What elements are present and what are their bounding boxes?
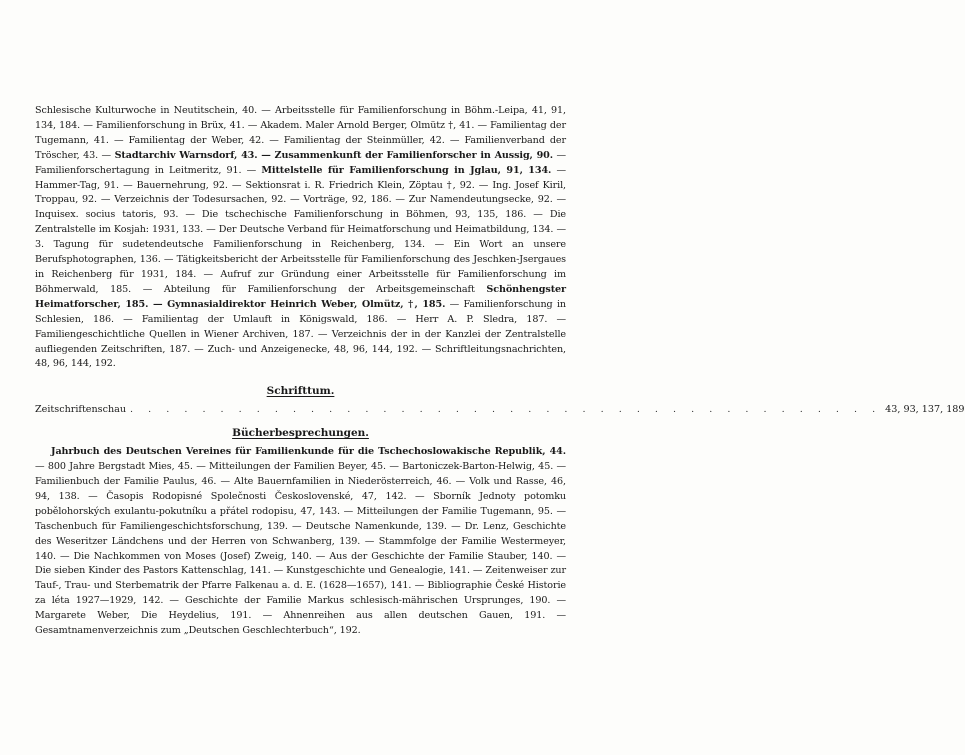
index-entry-segment: — Familienforschertagung in Leitmeritz, 91. — (35, 149, 566, 176)
toc-label: Zeitschriftenschau (35, 404, 127, 416)
page-content (35, 104, 965, 639)
index-entry-segment: — Hammer-Tag, 91. — Bauernehrung, 92. — Sektionsrat i. R. Friedrich Klein, Zöptau †, 92. — Ing. Josef Kiril, Troppau, 92. — Verzeichnis der Todesursachen, 92. — Vorträge, 92, 186. — Zur Namendeutungsecke, 92. — Inquisex. socius tatoris, 93. — Die tschechische Familienforschung in Böhmen, 93, 135, 186. — Die Zentralstelle im Kosjah: 1931, 133. — Der Deutsche Verband für Heimatforschung und Heimatbildung, 134. — 3. Tagung für sudetendeutsche Familienforschung in Reichenberg, 134. — Ein Wort an unsere Berufsphotographen, 136. — Tätigkeitsbericht der Arbeitsstelle für Familienforschung des Jeschken-Jsergaues in Reichenberg für 1931, 184. — Aufruf zur Gründung einer Arbeitsstelle für Familienforschung im Böhmerwald, 185. — Abteilung für Familienforschung der Arbeitsgemeinschaft (35, 164, 566, 295)
index-entry-segment: Schlesische Kulturwoche in Neutitschein, 40. — Arbeitsstelle für Familienforschung in Böhm.-Leipa, 41, 91, 134, 184. — Familienforschung in Brüx, 41. — Akadem. Maler Arnold Berger, Olmütz †, 41. — Familientag der Tugemann, 41. — Familientag der Weber, 42. — Familientag der Steinmüller, 42. — Familienverband der Tröscher, 43. — (35, 105, 566, 161)
index-entry-segment: Jahrbuch des Deutschen Vereines für Familienkunde für die Tschechoslowakische Republik, 44. (51, 446, 566, 458)
toc-leader-dots: . . . . . . . . . . . . . . . . . . . . . . . . . . . . . . . . . . . . . . . . . . (130, 404, 882, 416)
toc-page-numbers: 43, 93, 137, 189 (885, 404, 965, 416)
index-entry-segment: — 800 Jahre Bergstadt Mies, 45. — Mitteilungen der Familien Beyer, 45. — Bartoniczek-Barton-Helwig, 45. — Familienbuch der Familie Paulus, 46. — Alte Bauernfamilien in Niederösterreich, 46. — Volk und Rasse, 46, 94, 138. — Časopis Rodopisné Společnosti Československé, 47, 142. — Sborník Jednoty potomku pobělohorských exulantu-pokutníku a přátel rodopisu, 47, 143. — Mitteilungen der Familie Tugemann, 95. — Taschenbuch für Familiengeschichtsforschung, 139. — Deutsche Namenkunde, 139. — Dr. Lenz, Geschichte des Weseritzer Ländchens und der Herren von Schwanberg, 139. — Stammfolge der Familie Westermeyer, 140. — Die Nachkommen von Moses (Josef) Zweig, 140. — Aus der Geschichte der Familie Stauber, 140. — Die sieben Kinder des Pastors Kattenschlag, 141. — Kunstgeschichte und Genealogie, 141. — Zeitenweiser zur Tauf-, Trau- und Sterbematrik der Pfarre Falkenau a. d. E. (1628—1657), 141. — Bibliographie České Historie za léta 1927—1929, 142. — Geschichte der Familie Markus schlesisch-mährischen Ursprunges, 190. — Margarete Weber, Die Heydelius, 191. — Ahnenreihen aus allen deutschen Gauen, 191. — Gesamtnamenverzeichnis zum „Deutschen Geschlechterbuch“, 192. (35, 461, 566, 637)
index-paragraph-upper (35, 104, 566, 372)
index-entry-segment: Schönhengster Heimatforscher, 185. — Gymnasialdirektor Heinrich Weber, Olmütz, †, 185. (35, 283, 566, 310)
toc-row-zeitschriftenschau (35, 403, 965, 418)
index-entry-segment: Stadtarchiv Warnsdorf, 43. — Zusammenkunft der Familienforscher in Aussig, 90. (114, 149, 553, 161)
index-entry-segment: — Familienforschung in Schlesien, 186. — Familientag der Umlauft in Königswald, 186. — Herr A. P. Sledra, 187. — Familiengeschichtliche Quellen in Wiener Archiven, 187. — Verzeichnis der in der Kanzlei der Zentralstelle aufliegenden Zeitschriften, 187. — Zuch- und Anzeigenecke, 48, 96, 144, 192. — Schriftleitungsnachrichten, 48, 96, 144, 192. (35, 298, 566, 370)
section-heading-schrifttum: Schrifttum. (266, 385, 335, 398)
index-entry-segment: Mittelstelle für Familienforschung in Jglau, 91, 134. (261, 164, 552, 176)
section-heading-buecherbesprechungen: Bücherbesprechungen. (232, 427, 369, 440)
index-paragraph-books (35, 445, 566, 639)
